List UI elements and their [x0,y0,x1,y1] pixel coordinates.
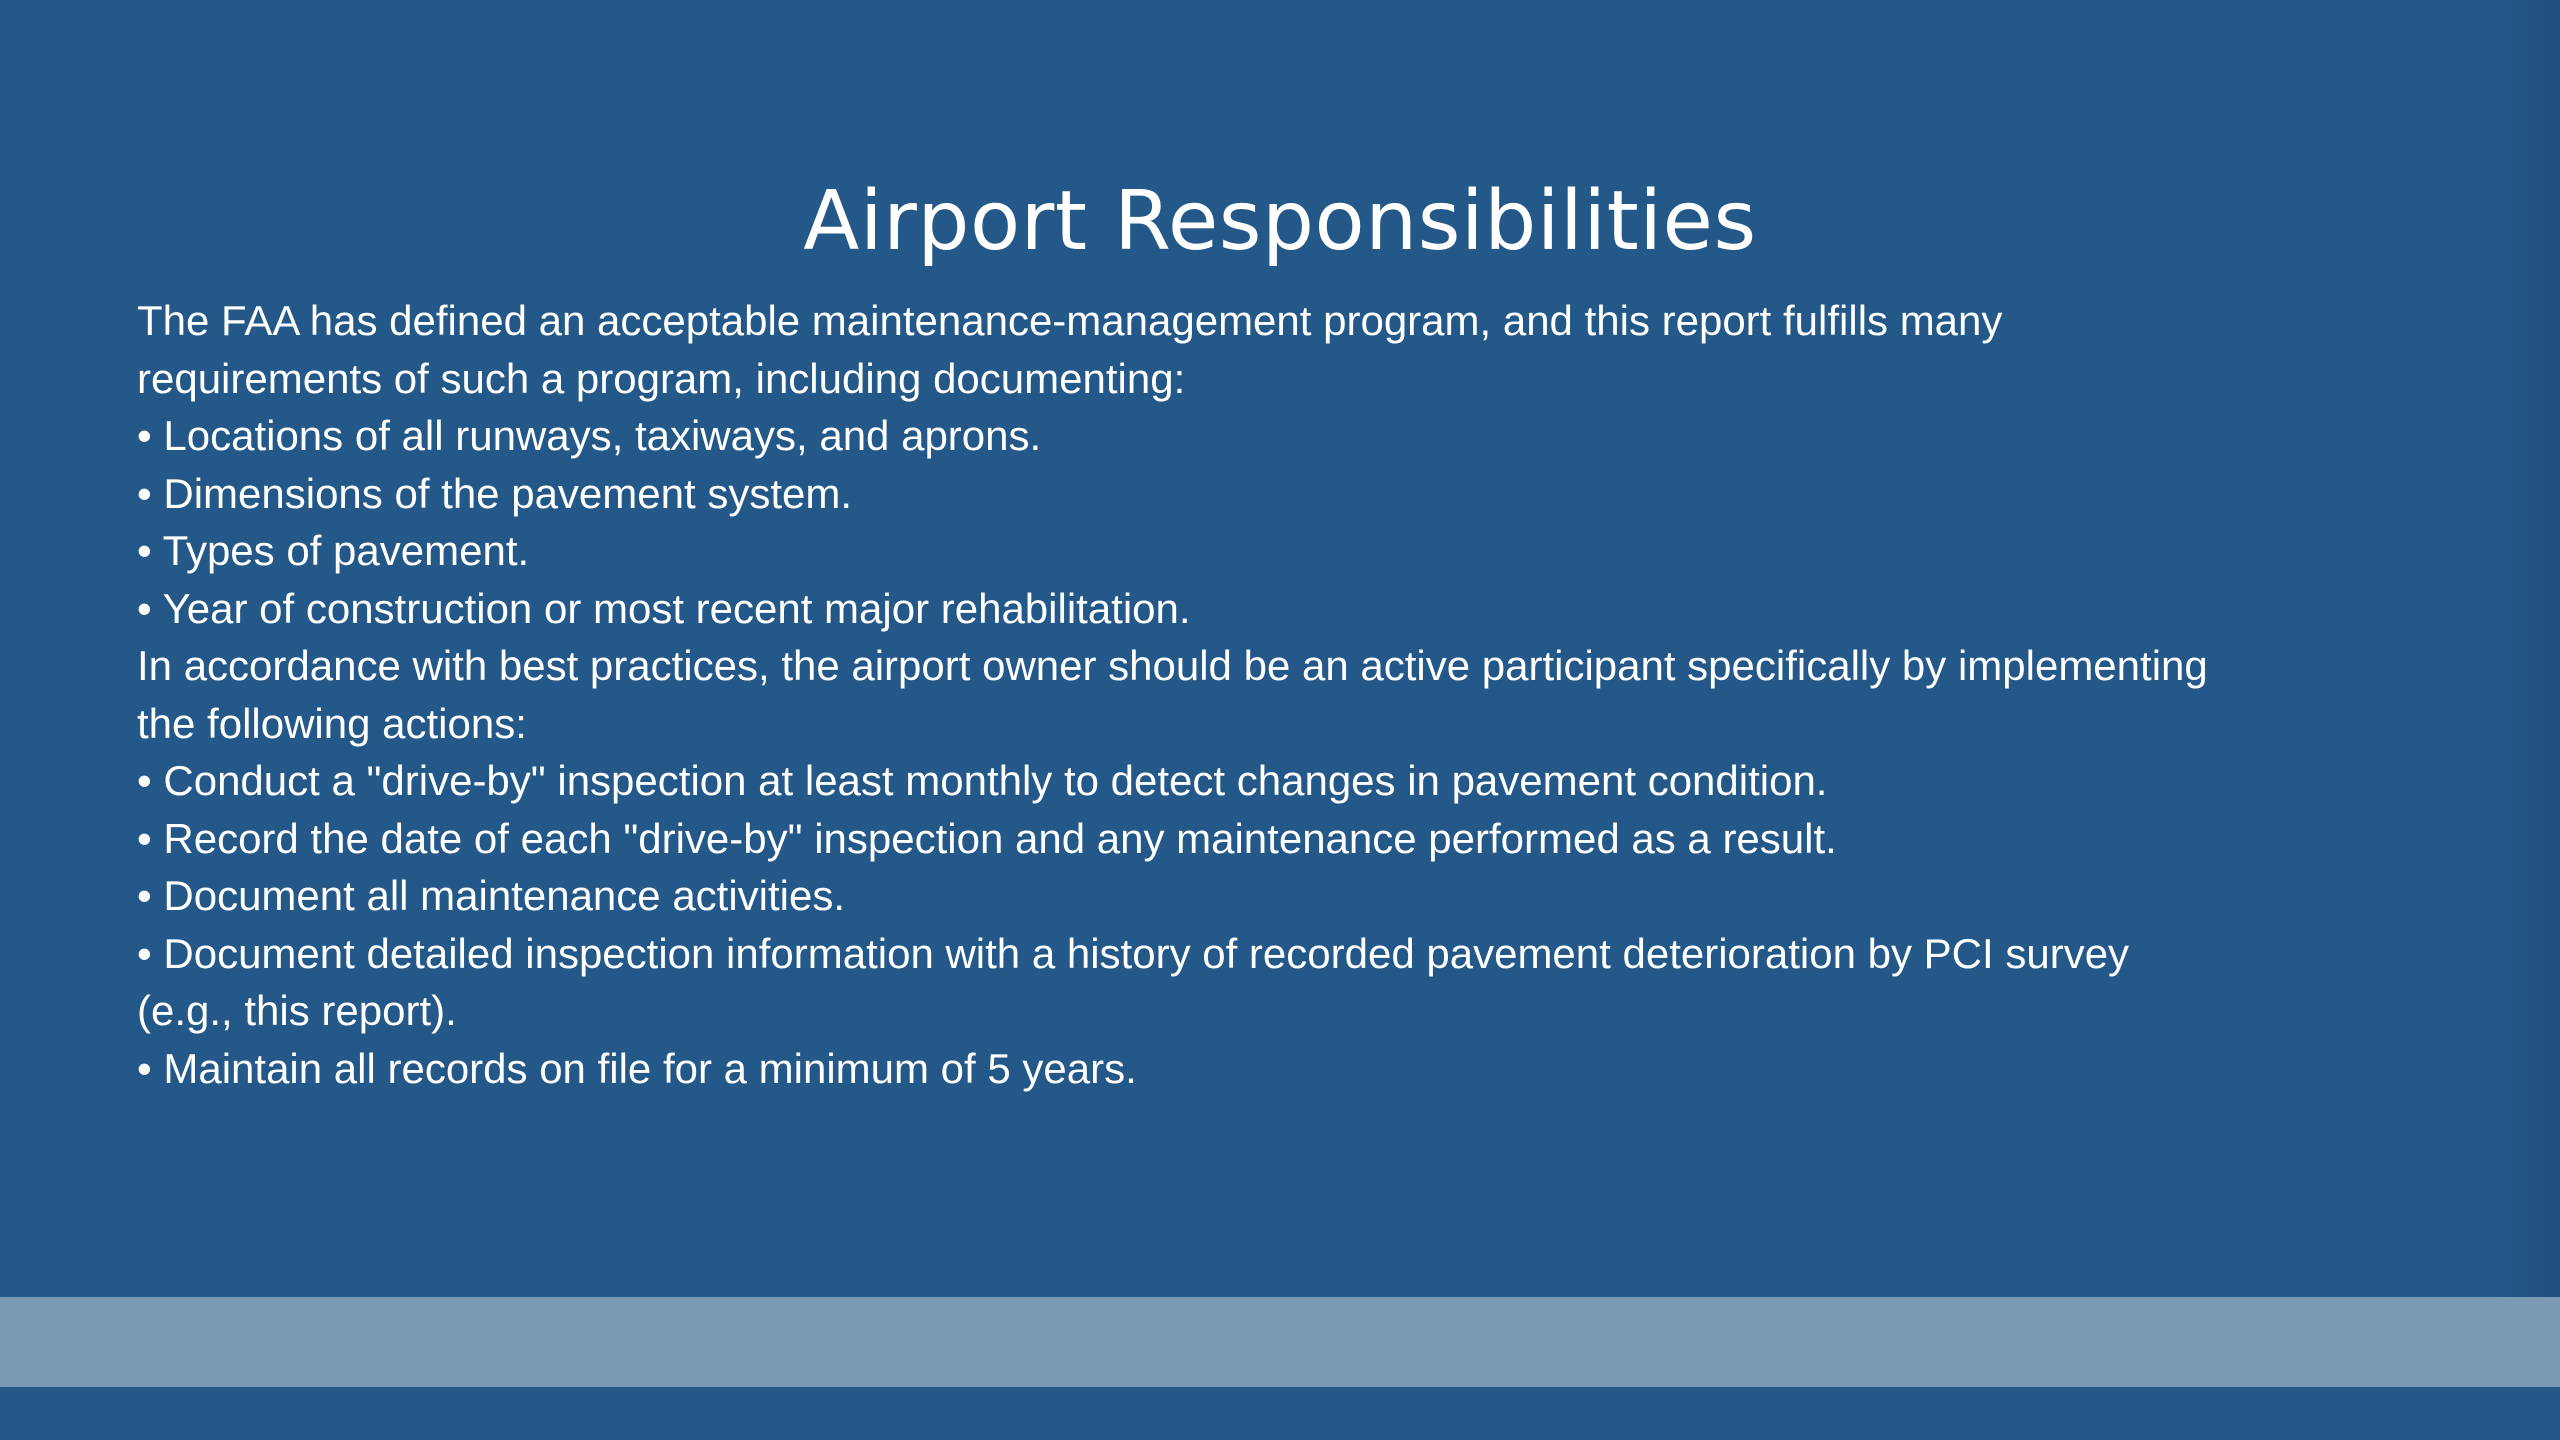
slide-title: Airport Responsibilities [803,174,1757,269]
footer-bottom-strip [0,1387,2560,1440]
intro-paragraph: The FAA has defined an acceptable maintenance-management program, and this report fulfills many requirements of such a program, including documenting: [137,297,2003,402]
bullet-item: • Types of pavement. [137,527,530,574]
bullet-item: • Document all maintenance activities. [137,872,846,919]
bullet-item: • Conduct a "drive-by" inspection at least monthly to detect changes in pavement condition. [137,757,1828,804]
bullet-item: • Record the date of each "drive-by" inspection and any maintenance performed as a result. [137,814,1837,862]
bullet-item: • Document detailed inspection information with a history of recorded pavement deterioration by PCI survey (e.g., this report). [137,929,2130,1034]
bullet-item: • Locations of all runways, taxiways, and aprons. [137,412,1042,459]
footer-band [0,1297,2560,1387]
slide-body [137,292,2227,1097]
actions-paragraph: In accordance with best practices, the airport owner should be an active participant specifically by implementing the following actions: [137,642,2208,747]
bullet-item: • Dimensions of the pavement system. [137,469,853,517]
bullet-item: • Year of construction or most recent major rehabilitation. [137,584,1191,632]
bullet-item: • Maintain all records on file for a minimum of 5 years. [137,1044,1137,1092]
